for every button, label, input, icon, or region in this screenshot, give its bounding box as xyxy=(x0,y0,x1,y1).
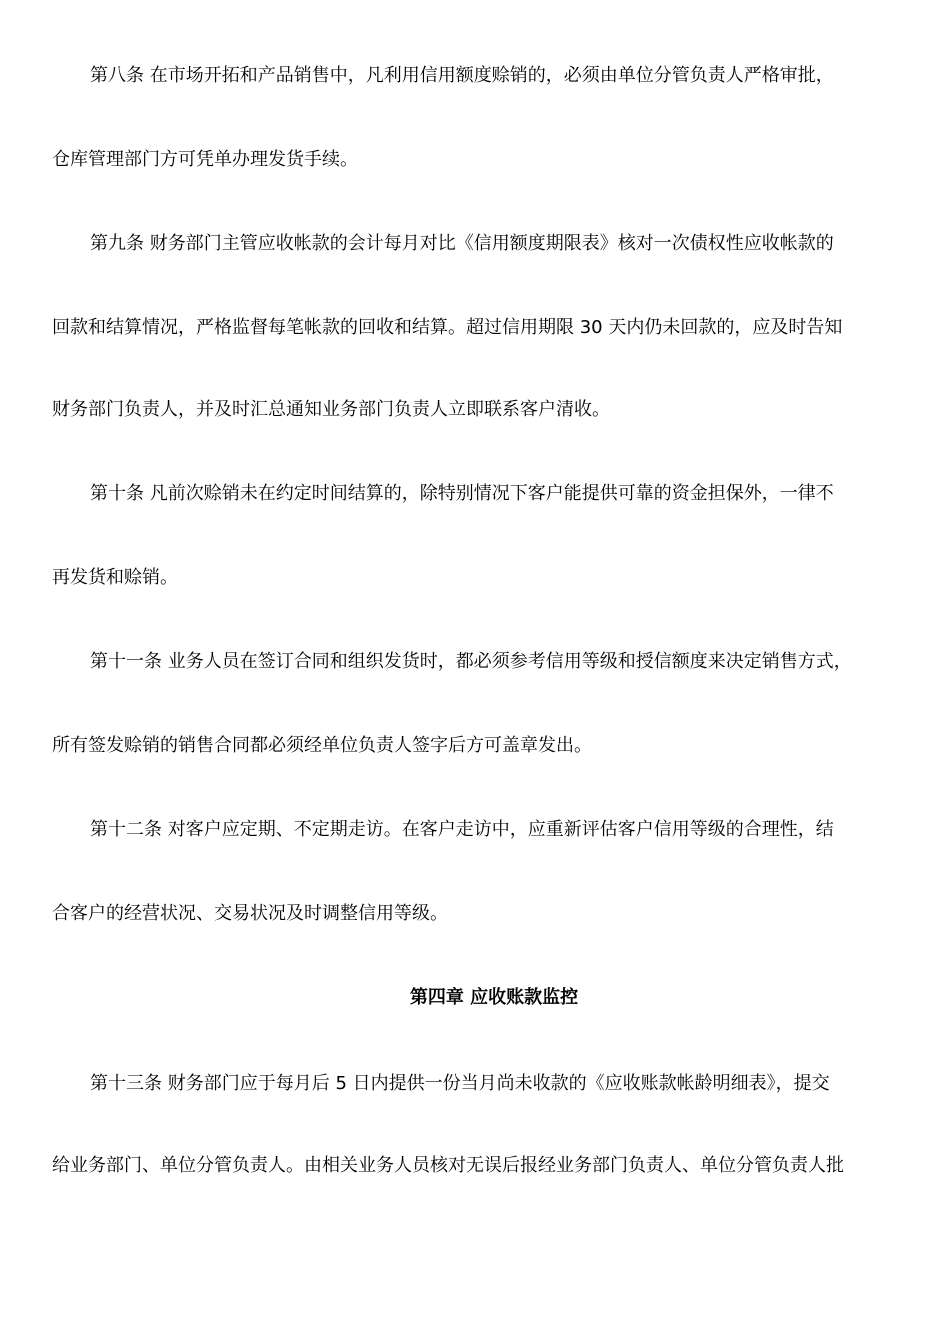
article-11-line-1: 第十一条 业务人员在签订合同和组织发货时，都必须参考信用等级和授信额度来决定销售方式， xyxy=(90,651,852,672)
article-9-line-2: 回款和结算情况，严格监督每笔帐款的回收和结算。超过信用期限 30 天内仍未回款的，应及时告知 xyxy=(52,317,843,338)
article-13-line-1: 第十三条 财务部门应于每月后 5 日内提供一份当月尚未收款的《应收账款帐龄明细表》，提交 xyxy=(90,1073,830,1094)
article-8-line-2: 仓库管理部门方可凭单办理发货手续。 xyxy=(52,149,358,170)
article-10-line-2: 再发货和赊销。 xyxy=(52,567,178,588)
article-10-line-1: 第十条 凡前次赊销未在约定时间结算的，除特别情况下客户能提供可靠的资金担保外，一律不 xyxy=(90,483,834,504)
article-9-line-3: 财务部门负责人，并及时汇总通知业务部门负责人立即联系客户清收。 xyxy=(52,399,610,420)
chapter-heading: 第四章 应收账款监控 xyxy=(409,987,579,1008)
article-12-line-1: 第十二条 对客户应定期、不定期走访。在客户走访中，应重新评估客户信用等级的合理性，结 xyxy=(90,819,834,840)
article-12-line-2: 合客户的经营状况、交易状况及时调整信用等级。 xyxy=(52,903,448,924)
article-8-line-1: 第八条 在市场开拓和产品销售中，凡利用信用额度赊销的，必须由单位分管负责人严格审批， xyxy=(90,65,834,86)
article-13-line-2: 给业务部门、单位分管负责人。由相关业务人员核对无误后报经业务部门负责人、单位分管负责人批 xyxy=(52,1155,844,1176)
article-11-line-2: 所有签发赊销的销售合同都必须经单位负责人签字后方可盖章发出。 xyxy=(52,735,592,756)
article-9-line-1: 第九条 财务部门主管应收帐款的会计每月对比《信用额度期限表》核对一次债权性应收帐款的 xyxy=(90,233,834,254)
